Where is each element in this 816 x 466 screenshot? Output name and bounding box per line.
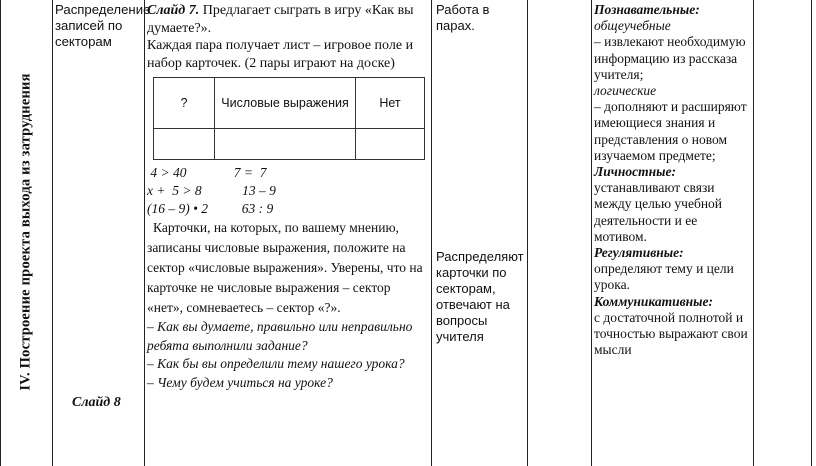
question-list <box>147 318 429 392</box>
slide-8-label: Слайд 8 <box>72 395 121 410</box>
column-divider <box>527 0 528 466</box>
sector-numeric-empty <box>215 129 356 160</box>
question-item: – Чему будем учиться на уроке? <box>147 374 333 390</box>
methods-cell <box>55 2 151 50</box>
pair-work-text: Работа в парах. <box>436 2 490 33</box>
header-question-sector: ? <box>154 78 215 129</box>
expression-row: 4 > 40 7 = 7 <box>147 165 267 180</box>
uud-cell <box>594 2 752 358</box>
logical-label: логические <box>594 83 657 99</box>
expression-cards <box>147 164 429 218</box>
personal-text: устанавливают связи между целью учебной деятельности и ее мотивом. <box>594 180 723 244</box>
game-instruction: Каждая пара получает лист – игровое поле и набор карточек. (2 пары играют на доске) <box>147 38 414 71</box>
regulatory-heading: Регулятивные: <box>594 245 684 261</box>
column-divider <box>52 0 53 466</box>
personal-heading: Личностные: <box>594 164 676 180</box>
expression-row: x + 5 > 8 13 – 9 <box>147 183 276 198</box>
column-divider <box>144 0 145 466</box>
stage-cell <box>0 0 52 466</box>
game-intro: Предлагает сыграть в игру «Как вы думаете?». <box>147 3 414 36</box>
game-field-table <box>153 77 425 160</box>
general-text: – извлекают необходимую информацию из рассказа учителя; <box>594 34 746 82</box>
sector-question-empty <box>154 129 215 160</box>
student-activity-cell <box>436 2 524 344</box>
stage-label: IV. Построение проекта выхода из затруднения <box>17 73 34 391</box>
teacher-activity-cell <box>147 2 429 392</box>
cards-instruction: Карточки, на которых, по вашему мнению, записаны числовые выражения, положите на сектор «числовые выражения». Уверены, что на карточке не числовые выражения – сектор «нет», сомневаетесь – сектор «?». <box>147 220 423 315</box>
column-divider <box>591 0 592 466</box>
table-border-right <box>811 0 812 466</box>
column-divider <box>753 0 754 466</box>
logical-text: – дополняют и расширяют имеющиеся знания и представления о новом изучаемом предмете; <box>594 99 747 163</box>
expression-row: (16 – 9) • 2 63 : 9 <box>147 201 274 216</box>
communicative-heading: Коммуникативные: <box>594 293 714 309</box>
regulatory-text: определяют тему и цели урока. <box>594 261 734 293</box>
header-no-sector: Нет <box>356 78 425 129</box>
cognitive-heading: Познавательные: <box>594 2 700 17</box>
question-item: – Как вы думаете, правильно или неправильно ребята выполнили задание? <box>147 319 413 353</box>
header-numeric-expressions: Числовые выражения <box>215 78 356 129</box>
slide-7-title: Слайд 7. <box>147 3 200 18</box>
general-label: общеучебные <box>594 18 671 34</box>
column-divider <box>431 0 432 466</box>
sector-no-empty <box>356 129 425 160</box>
question-item: – Как бы вы определили тему нашего урока? <box>147 356 405 371</box>
communicative-text: с достаточной полнотой и точностью выражают свои мысли <box>594 309 748 358</box>
methods-text: Распределение записей по секторам <box>55 2 151 49</box>
distribute-cards-text: Распределяют карточки по секторам, отвечают на вопросы учителя <box>436 249 524 344</box>
